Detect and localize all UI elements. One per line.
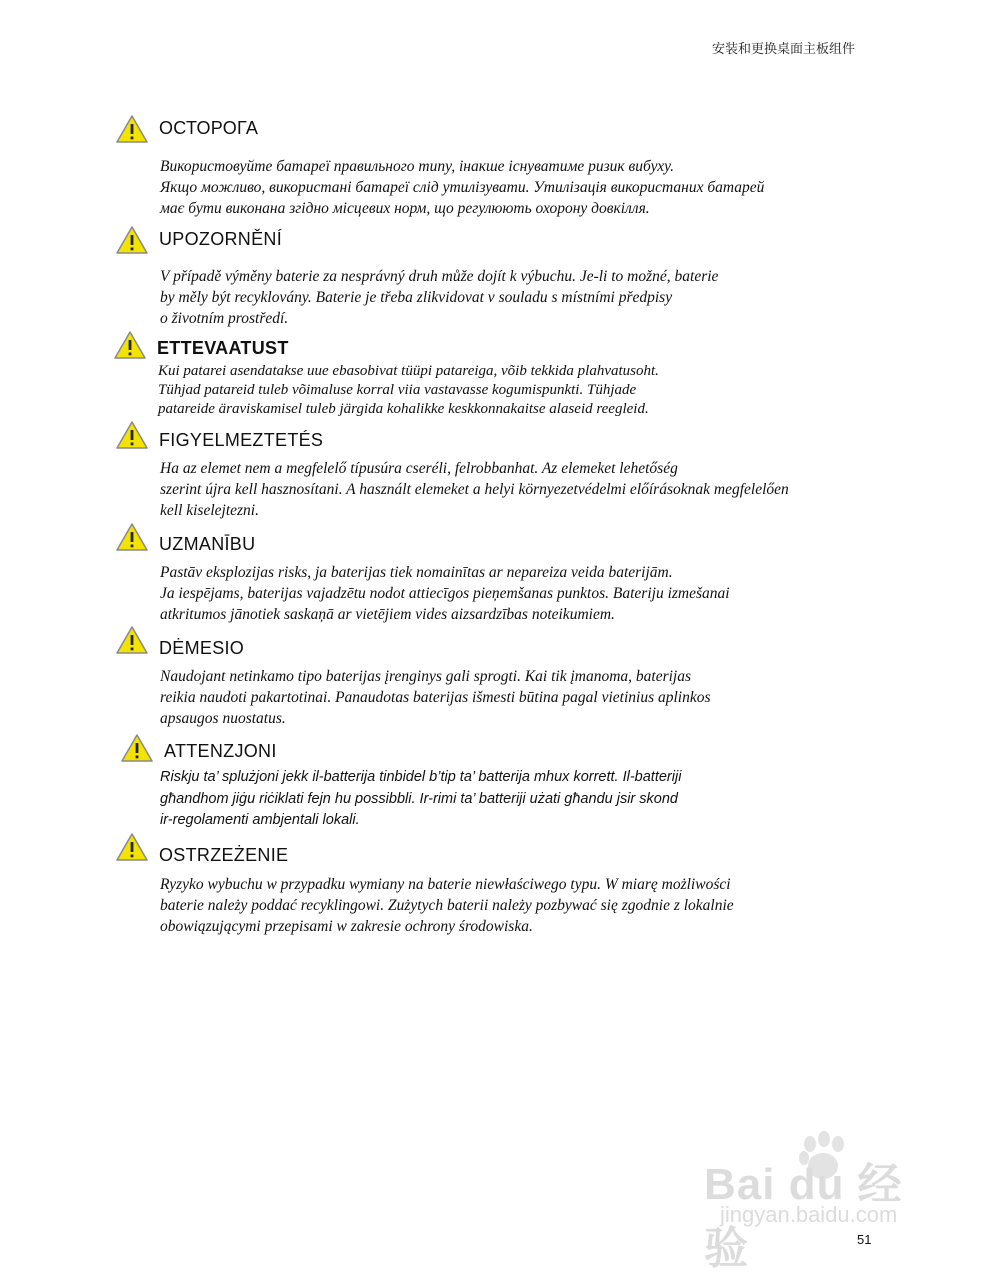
warning-title: UPOZORNĚNÍ [159,229,283,249]
warning-title: FIGYELMEZTETÉS [159,430,324,450]
warning-text [158,362,659,419]
warning-text-line: Kui patarei asendatakse uue ebasobivat tüüpi patareiga, võib tekkida plahvatusoht. [158,363,659,379]
warning-text-line: szerint újra kell hasznosítani. A használt elemeket a helyi környezetvédelmi előírásoknak megfelelően [160,481,789,498]
warning-text-line: għandhom jiġu riċiklati fejn hu possibbli. Ir-rimi ta’ batteriji użati għandu jsir skond [160,790,678,807]
warning-text-line: Riskju ta’ splużjoni jekk il-batterija tinbidel b’tip ta’ batterija mhux korrett. Il-batteriji [160,769,682,785]
warning-text-line: patareide äraviskamisel tuleb järgida kohalikke keskkonnakaitse alaseid reegleid. [158,401,649,417]
page-number: 51 [857,1232,872,1247]
warning-title: UZMANĪBU [159,534,256,554]
warning-text [160,562,730,625]
warning-text-line: baterie należy poddać recyklingowi. Zużytych baterii należy pozbywać się zgodnie z lokalnie [160,897,734,914]
warning-text [160,666,711,729]
warning-text [160,874,734,937]
warning-text-line: V případě výměny baterie za nesprávný druh může dojít k výbuchu. Je-li to možné, baterie [160,268,719,285]
warning-text-line: ir-regolamenti ambjentali lokali. [160,812,360,828]
warning-text-line: kell kiselejtezni. [160,502,259,519]
warning-text [160,156,764,219]
warning-triangle-icon [115,522,149,552]
warning-text-line: atkritumos jānotiek saskaņā ar vietējiem vides aizsardzības noteikumiem. [160,606,615,623]
warning-text [160,458,789,521]
warning-title: OSTRZEŻENIE [159,845,289,865]
warning-text-line: obowiązującymi przepisami w zakresie ochrony środowiska. [160,918,533,935]
warning-text-line: Ja iespējams, baterijas vajadzētu nodot attiecīgos pieņemšanas punktos. Bateriju izmešanai [160,585,730,602]
warning-title: ETTEVAATUST [157,338,289,358]
warning-triangle-icon [120,733,154,763]
warning-text-line: Якщо можливо, використані батареї слід утилізувати. Утилізація використаних батарей [160,179,765,196]
warning-text-line: Ha az elemet nem a megfelelő típusúra cseréli, felrobbanhat. Az elemeket lehetőség [160,460,678,477]
warning-triangle-icon [115,225,149,255]
warning-title: ATTENZJONI [164,741,277,761]
warning-text [160,266,718,329]
watermark-url: jingyan.baidu.com [720,1202,898,1227]
warning-text-line: Naudojant netinkamo tipo baterijas įrenginys gali sprogti. Kai tik įmanoma, baterijas [160,668,692,685]
warning-title: ОСТОРОГА [159,118,259,138]
watermark-brand: Bai du 经验 [704,1160,903,1273]
warning-text-line: Ryzyko wybuchu w przypadku wymiany na baterie niewłaściwego typu. W miarę możliwości [160,876,731,893]
warning-triangle-icon [113,330,147,360]
warning-text-line: by měly být recyklovány. Baterie je třeba zlikvidovat v souladu s místními předpisy [160,289,673,306]
warning-triangle-icon [115,114,149,144]
warning-text [160,767,681,832]
warning-text-line: Використовуйте батареї правильного типу, інакше існуватиме ризик вибуху. [160,158,674,175]
page-header-title: 安装和更换桌面主板组件 [712,42,856,57]
warning-text-line: Pastāv eksplozijas risks, ja baterijas tiek nomainītas ar nepareiza veida baterijām. [160,564,673,581]
warning-text-line: має бути виконана згідно місцевих норм, що регулюють охорону довкілля. [160,200,650,217]
warning-text-line: reikia naudoti pakartotinai. Panaudotas baterijas išmesti būtina pagal vietinius aplinkos [160,689,711,706]
warning-text-line: o životním prostředí. [160,310,289,327]
warning-triangle-icon [115,832,149,862]
warning-text-line: apsaugos nuostatus. [160,710,286,727]
warning-triangle-icon [115,420,149,450]
warning-triangle-icon [115,625,149,655]
warning-text-line: Tühjad patareid tuleb võimaluse korral viia vastavasse kogumispunkti. Tühjade [158,382,637,398]
warning-title: DĖMESIO [159,638,245,658]
